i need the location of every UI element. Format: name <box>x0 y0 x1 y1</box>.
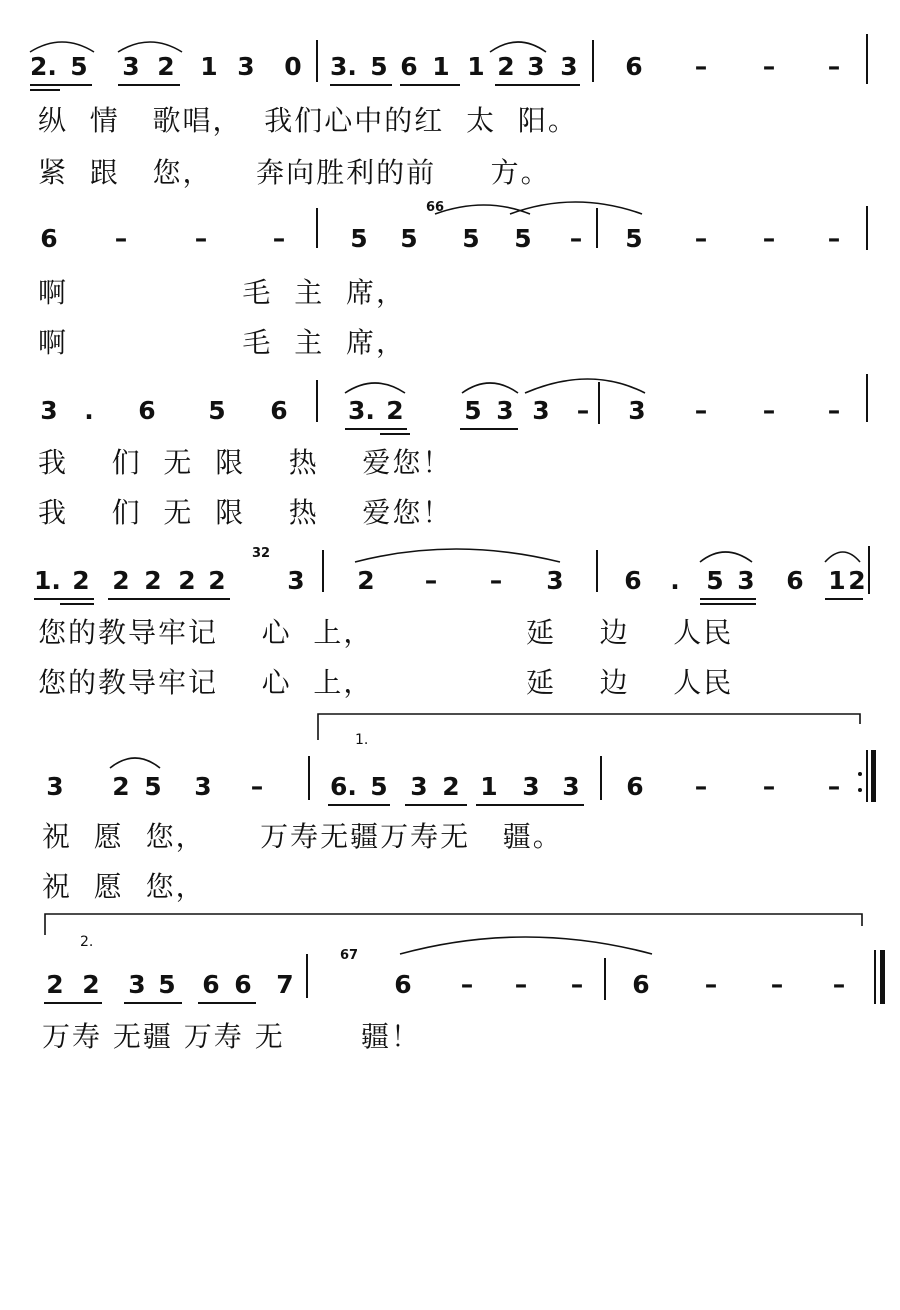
slur-mark <box>525 379 645 393</box>
note: 3 <box>496 396 514 425</box>
underline <box>118 84 180 86</box>
dash: – <box>570 970 584 999</box>
barline <box>316 208 318 248</box>
underline <box>400 84 460 86</box>
barline <box>596 550 598 592</box>
note: 6 <box>138 396 156 425</box>
dash: – <box>770 970 784 999</box>
note: 2 <box>157 52 175 81</box>
note: 3 <box>522 772 540 801</box>
barline <box>316 40 318 82</box>
note: 2 <box>357 566 375 595</box>
slur-mark <box>825 552 860 562</box>
dash: – <box>827 772 841 801</box>
barline <box>871 750 876 802</box>
notation-line-3 <box>0 396 900 436</box>
barline <box>308 756 310 800</box>
note: 5 <box>625 224 643 253</box>
note: 5 <box>158 970 176 999</box>
dash: – <box>694 396 708 425</box>
barline <box>598 382 600 424</box>
grace-notes: 32 <box>252 546 271 561</box>
underline <box>476 804 584 806</box>
dash: – <box>832 970 846 999</box>
grace-notes: 66 <box>426 200 445 215</box>
barline <box>316 380 318 422</box>
lyric-verse-1: 啊 毛 主 席， <box>38 276 407 309</box>
dash: – <box>827 224 841 253</box>
note: 3 <box>194 772 212 801</box>
note: 5 <box>706 566 724 595</box>
dash: – <box>272 224 286 253</box>
volta-label: 1. <box>355 732 369 748</box>
underline <box>700 603 756 605</box>
note: 3 <box>628 396 646 425</box>
note: 6 <box>626 772 644 801</box>
repeat-dot <box>858 772 862 776</box>
lyric-verse-2: 祝 愿 您， <box>42 870 206 903</box>
repeat-dot <box>858 788 862 792</box>
volta-label: 2. <box>80 934 94 950</box>
dash: – <box>827 52 841 81</box>
underline <box>495 84 580 86</box>
underline <box>460 428 518 430</box>
dash: – <box>489 566 503 595</box>
dash: – <box>762 52 776 81</box>
note: 6 <box>234 970 252 999</box>
lyric-verse-1: 纵 情 歌唱， 我们心中的红 太 阳。 <box>38 104 578 137</box>
dash: – <box>694 52 708 81</box>
dash: – <box>576 396 590 425</box>
note: 2 <box>442 772 460 801</box>
note: 2 <box>112 566 130 595</box>
dot-note: . <box>670 566 680 595</box>
note: 3 <box>46 772 64 801</box>
notation-line-6 <box>0 970 900 1010</box>
note: 3 <box>527 52 545 81</box>
note: 1 <box>828 566 846 595</box>
slur-mark <box>345 383 405 393</box>
note: 6 <box>625 52 643 81</box>
barline <box>596 208 598 248</box>
lyric-verse-2: 紧 跟 您， 奔向胜利的前 方。 <box>38 156 551 189</box>
note: 5 <box>70 52 88 81</box>
slur-mark <box>700 552 752 562</box>
slur-mark <box>110 758 160 768</box>
note: 6 <box>786 566 804 595</box>
barline <box>868 546 870 594</box>
barline <box>866 374 868 422</box>
underline <box>124 1002 182 1004</box>
slur-mark <box>30 42 94 52</box>
note: 3 <box>40 396 58 425</box>
note: 3 <box>562 772 580 801</box>
slur-mark <box>462 383 518 393</box>
note: 5 <box>208 396 226 425</box>
dash: – <box>424 566 438 595</box>
note: 2. <box>30 52 57 81</box>
note: 2 <box>46 970 64 999</box>
dash: – <box>569 224 583 253</box>
note: 3 <box>560 52 578 81</box>
underline <box>328 804 390 806</box>
note: 1 <box>467 52 485 81</box>
lyric-verse-2: 您的教导牢记 心 上， 延 边 人民 <box>38 666 734 699</box>
underline <box>380 433 410 435</box>
note: 2 <box>144 566 162 595</box>
note: 3 <box>737 566 755 595</box>
note: 5 <box>350 224 368 253</box>
lyric-verse-1: 万寿 无疆 万寿 无 疆！ <box>42 1020 422 1053</box>
notation-line-5 <box>0 772 900 812</box>
barline <box>866 750 868 802</box>
dot-note: . <box>84 396 94 425</box>
note: 5 <box>400 224 418 253</box>
note: 3. <box>330 52 357 81</box>
note: 6. <box>330 772 357 801</box>
note: 5 <box>370 772 388 801</box>
note: 3 <box>122 52 140 81</box>
underline <box>30 84 92 86</box>
note: 5 <box>464 396 482 425</box>
slur-mark <box>118 42 182 52</box>
note: 3 <box>410 772 428 801</box>
note: 5 <box>514 224 532 253</box>
dash: – <box>762 396 776 425</box>
dash: – <box>250 772 264 801</box>
dash: – <box>514 970 528 999</box>
notation-line-4 <box>0 566 900 606</box>
note: 1 <box>480 772 498 801</box>
barline <box>306 954 308 998</box>
note: 2 <box>497 52 515 81</box>
note: 1 <box>432 52 450 81</box>
barline <box>880 950 885 1004</box>
note: 2 <box>178 566 196 595</box>
note: 2 <box>72 566 90 595</box>
dash: – <box>694 224 708 253</box>
note: 5 <box>462 224 480 253</box>
dash: – <box>114 224 128 253</box>
note: 3 <box>532 396 550 425</box>
note: 1 <box>200 52 218 81</box>
note: 2 <box>112 772 130 801</box>
note: 3 <box>128 970 146 999</box>
note: 6 <box>632 970 650 999</box>
note: 3 <box>287 566 305 595</box>
lyric-verse-1: 我 们 无 限 热 爱您！ <box>38 446 453 479</box>
underline <box>30 89 60 91</box>
underline <box>60 603 94 605</box>
dash: – <box>460 970 474 999</box>
lyric-verse-2: 我 们 无 限 热 爱您！ <box>38 496 453 529</box>
note: 6 <box>400 52 418 81</box>
slur-mark <box>400 937 652 954</box>
barline <box>604 958 606 1000</box>
underline <box>198 1002 256 1004</box>
note: 7 <box>276 970 294 999</box>
note: 6 <box>394 970 412 999</box>
note: 2 <box>208 566 226 595</box>
note: 5 <box>370 52 388 81</box>
slur-mark <box>355 549 560 562</box>
dash: – <box>704 970 718 999</box>
barline <box>322 550 324 592</box>
note: 2 <box>848 566 866 595</box>
note: 1. <box>34 566 61 595</box>
note: 6 <box>40 224 58 253</box>
note: 3 <box>237 52 255 81</box>
grace-notes: 67 <box>340 948 359 963</box>
dash: – <box>762 772 776 801</box>
dash: – <box>762 224 776 253</box>
underline <box>345 428 407 430</box>
notation-line-2 <box>0 224 900 264</box>
barline <box>866 206 868 250</box>
volta-bracket <box>318 714 860 740</box>
barline <box>866 34 868 84</box>
lyric-verse-1: 祝 愿 您， 万寿无疆万寿无 疆。 <box>42 820 563 853</box>
note: 6 <box>202 970 220 999</box>
underline <box>108 598 230 600</box>
notation-line-1 <box>0 52 900 92</box>
note: 0 <box>284 52 302 81</box>
barline <box>592 40 594 82</box>
slur-mark <box>510 202 642 214</box>
lyric-verse-2: 啊 毛 主 席， <box>38 326 407 359</box>
barline <box>600 756 602 800</box>
underline <box>44 1002 102 1004</box>
note: 2 <box>386 396 404 425</box>
dash: – <box>194 224 208 253</box>
note: 2 <box>82 970 100 999</box>
volta-bracket <box>45 914 862 935</box>
note: 3 <box>546 566 564 595</box>
underline <box>825 598 863 600</box>
note: 6 <box>624 566 642 595</box>
underline <box>700 598 756 600</box>
underline <box>34 598 94 600</box>
underline <box>405 804 467 806</box>
note: 5 <box>144 772 162 801</box>
dash: – <box>694 772 708 801</box>
note: 6 <box>270 396 288 425</box>
note: 3. <box>348 396 375 425</box>
underline <box>330 84 392 86</box>
dash: – <box>827 396 841 425</box>
lyric-verse-1: 您的教导牢记 心 上， 延 边 人民 <box>38 616 734 649</box>
slur-mark <box>490 42 546 52</box>
barline <box>874 950 876 1004</box>
